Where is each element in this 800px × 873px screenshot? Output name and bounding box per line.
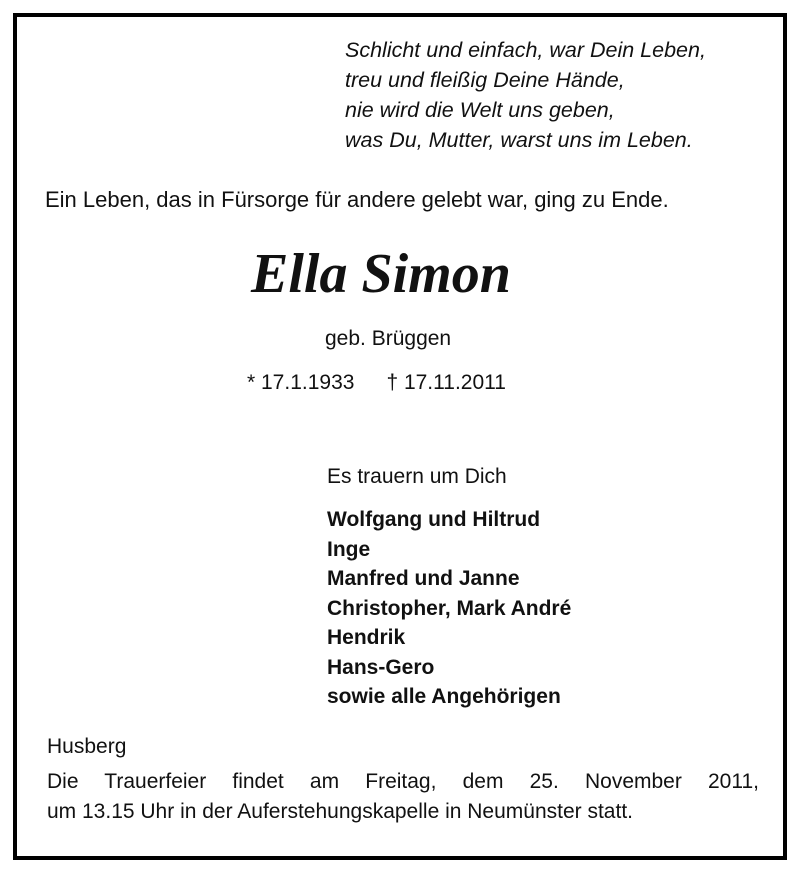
poem-line: was Du, Mutter, warst uns im Leben. <box>345 128 693 152</box>
obituary-notice <box>13 13 787 860</box>
intro-sentence: Ein Leben, das in Fürsorge für andere gelebt war, ging zu Ende. <box>45 187 669 212</box>
poem-line: treu und fleißig Deine Hände, <box>345 68 625 92</box>
mourner-name: Manfred und Janne <box>327 567 520 590</box>
mourners-list <box>327 505 571 712</box>
place-name: Husberg <box>47 735 127 758</box>
deceased-name: Ella Simon <box>251 243 511 305</box>
mourner-name: Christopher, Mark André <box>327 596 572 620</box>
death-date: † 17.11.2011 <box>386 371 506 394</box>
life-dates <box>247 371 506 395</box>
mourner-name: Wolfgang und Hiltrud <box>327 508 541 531</box>
service-line: um 13.15 Uhr in der Auferstehungskapelle in Neumünster statt. <box>47 800 633 823</box>
birth-date: * 17.1.1933 <box>247 371 355 394</box>
maiden-name: geb. Brüggen <box>325 327 452 350</box>
funeral-service-info <box>47 767 759 827</box>
poem-line: nie wird die Welt uns geben, <box>345 98 615 122</box>
mourner-name: Inge <box>327 537 371 561</box>
poem-line: Schlicht und einfach, war Dein Leben, <box>345 38 706 62</box>
mourner-name: Hans-Gero <box>327 655 435 679</box>
poem <box>345 35 706 155</box>
mourner-name: Hendrik <box>327 626 406 649</box>
mourner-name: sowie alle Angehörigen <box>327 685 561 708</box>
service-line: Die Trauerfeier findet am Freitag, dem 25. November 2011, <box>47 770 759 793</box>
mourners-intro: Es trauern um Dich <box>327 465 507 488</box>
